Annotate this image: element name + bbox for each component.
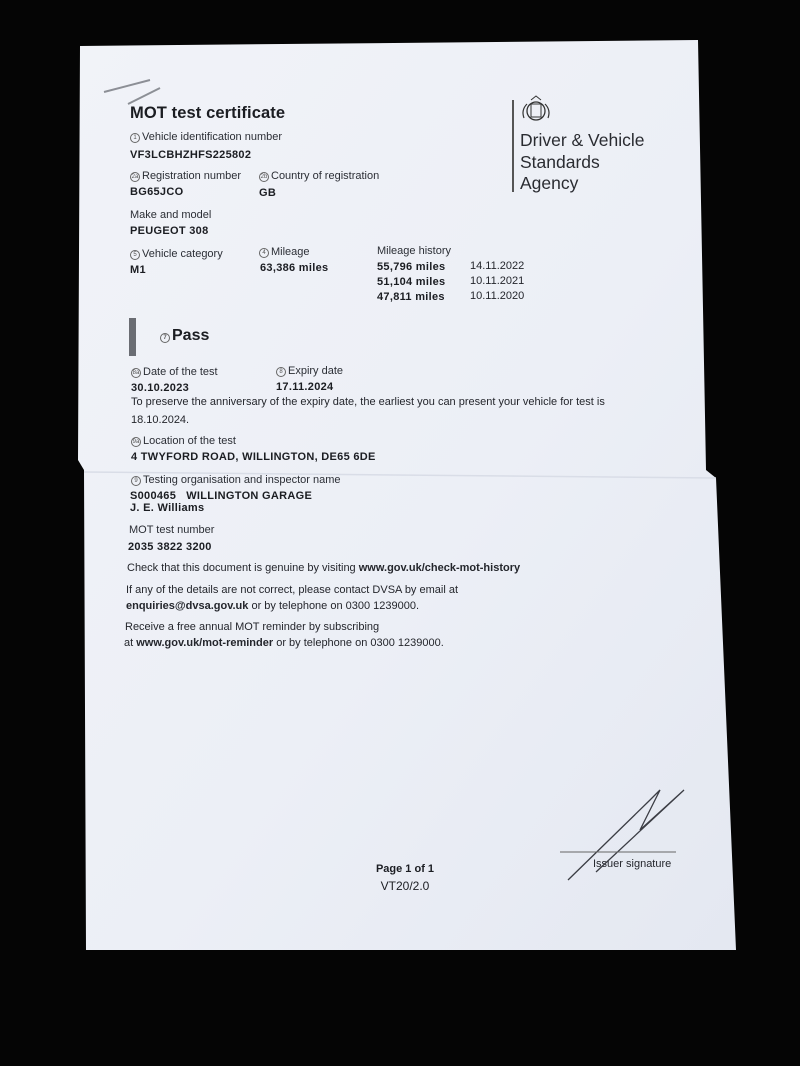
- field-number-icon: 7: [160, 333, 170, 343]
- reminder-line-1: Receive a free annual MOT reminder by subscribing: [125, 621, 380, 633]
- country-label: 2b Country of registration: [260, 170, 380, 182]
- mileage-history-miles-3: 47,811 miles: [377, 291, 445, 303]
- category-label: 5 Vehicle category: [130, 248, 223, 260]
- test-date-value: 30.10.2023: [131, 382, 190, 394]
- field-number-icon: 9: [131, 476, 141, 486]
- country-value: GB: [259, 187, 277, 199]
- anniversary-note-line-1: To preserve the anniversary of the expiry date, the earliest you can present your vehicle for test is: [131, 396, 605, 408]
- make-model-label: Make and model: [130, 209, 212, 221]
- mot-reminder-link[interactable]: www.gov.uk/mot-reminder: [136, 637, 274, 649]
- field-number-icon: 2a: [131, 174, 139, 180]
- registration-value: BG65JCO: [130, 186, 184, 198]
- agency-line-2: Standards: [520, 151, 600, 172]
- expiry-date-value: 17.11.2024: [276, 381, 334, 393]
- mileage-history-miles-2: 51,104 miles: [377, 276, 446, 288]
- check-genuine-text: Check that this document is genuine by visiting www.gov.uk/check-mot-history: [127, 562, 521, 574]
- page-indicator: Page 1 of 1: [375, 863, 435, 875]
- field-number-icon: 9a: [132, 439, 140, 445]
- mileage-value: 63,386 miles: [260, 262, 329, 274]
- mileage-history-date-3: 10.11.2020: [470, 290, 525, 302]
- agency-line-1: Driver & Vehicle: [520, 130, 645, 150]
- make-model-value: PEUGEOT 308: [130, 225, 209, 237]
- field-number-icon: 2b: [260, 174, 268, 180]
- issuer-signature-label: Issuer signature: [593, 858, 672, 870]
- organisation-value: S000465 WILLINGTON GARAGE: [130, 490, 313, 502]
- anniversary-note-line-2: 18.10.2024.: [131, 414, 190, 426]
- field-number-icon: 8: [276, 367, 286, 377]
- organisation-label: 9 Testing organisation and inspector name: [131, 474, 341, 486]
- result-pass: 7 Pass: [160, 327, 209, 345]
- agency-divider: [512, 100, 514, 192]
- category-value: M1: [130, 264, 146, 276]
- location-label: 9a Location of the test: [132, 435, 236, 447]
- vin-value: VF3LCBHZHFS225802: [130, 149, 252, 161]
- contact-email-link[interactable]: enquiries@dvsa.gov.uk: [126, 600, 249, 612]
- mileage-history-miles-1: 55,796 miles: [377, 261, 446, 273]
- certificate-title: MOT test certificate: [130, 104, 286, 122]
- expiry-date-label: 8 Expiry date: [276, 365, 343, 377]
- contact-line-1: If any of the details are not correct, please contact DVSA by email at: [126, 584, 459, 596]
- registration-label: 2a Registration number: [131, 170, 242, 182]
- reminder-line-2: at www.gov.uk/mot-reminder or by telephone on 0300 1239000.: [124, 637, 444, 649]
- field-number-icon: 5: [130, 250, 140, 260]
- mileage-history-date-2: 10.11.2021: [470, 275, 525, 287]
- field-number-icon: 1: [130, 133, 140, 143]
- agency-name: [520, 130, 645, 195]
- mileage-history-label: Mileage history: [377, 245, 451, 257]
- field-number-icon: 4: [259, 248, 269, 258]
- mileage-history-date-1: 14.11.2022: [470, 260, 525, 272]
- check-mot-history-link[interactable]: www.gov.uk/check-mot-history: [358, 562, 521, 574]
- test-number-value: 2035 3822 3200: [128, 541, 212, 553]
- contact-line-2: enquiries@dvsa.gov.uk or by telephone on 0300 1239000.: [126, 600, 420, 612]
- test-date-label: 8a Date of the test: [132, 366, 218, 378]
- mileage-label: 4 Mileage: [259, 246, 310, 258]
- inspector-name: J. E. Williams: [130, 502, 205, 514]
- agency-line-3: Agency: [520, 173, 579, 193]
- result-bar: [129, 318, 136, 356]
- field-number-icon: 8a: [132, 370, 140, 376]
- vin-label: 1 Vehicle identification number: [130, 131, 282, 143]
- test-number-label: MOT test number: [129, 524, 215, 536]
- form-code: VT20/2.0: [380, 879, 430, 893]
- location-value: 4 TWYFORD ROAD, WILLINGTON, DE65 6DE: [131, 451, 376, 463]
